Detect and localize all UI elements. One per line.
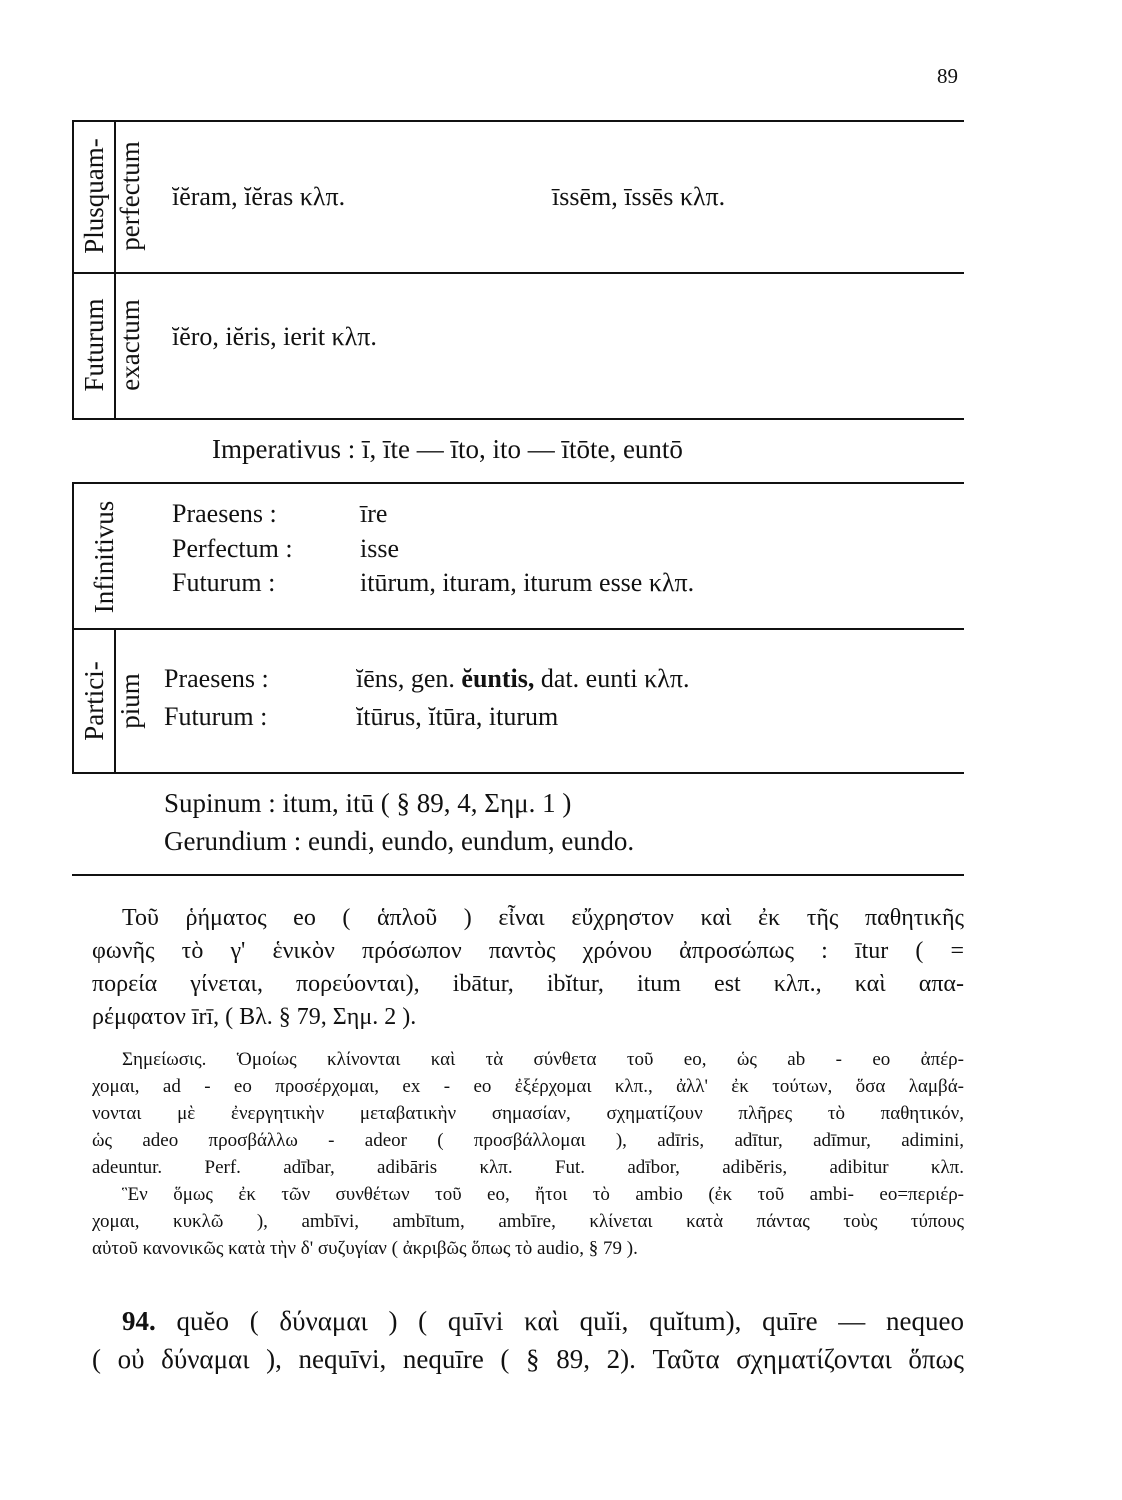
note-line-5: Ἓν ὅμως ἐκ τῶν συνθέτων τοῦ eo, ἤτοι τὸ ambio (ἐκ τοῦ ambi- eo=περιέρ- [122, 1184, 964, 1205]
page-number: 89 [937, 64, 958, 88]
infinitivus-key-2: Futurum : [172, 568, 276, 597]
infinitivus-value-1: isse [360, 534, 399, 563]
note-line-1: χομαι, ad - eo προσέρχομαι, ex - eo ἐξέρχομαι κλπ., ἀλλ' ἐκ τούτων, ὅσα λαμβά- [92, 1076, 964, 1097]
paragraph-line-1: φωνῆς τὸ γ' ἑνικὸν πρόσωπον παντὸς χρόνου ἀπροσώπως : ītur ( = [92, 938, 964, 964]
note-line-4: adeuntur. Perf. adībar, adibāris κλπ. Fut. adībor, adibĕris, adibitur κλπ. [92, 1157, 964, 1178]
note-block [92, 1046, 964, 1262]
plusquam-col1: ĭĕram, ĭĕras κλπ. [172, 182, 346, 211]
note-line-0: Σημείωσις. Ὁμοίως κλίνονται καὶ τὰ σύνθετα τοῦ eo, ὡς ab - eo ἀπέρ- [122, 1049, 964, 1070]
participium-value-0-post: dat. eunti κλπ. [534, 664, 690, 693]
table-rule-4 [72, 628, 964, 630]
participium-value-0-pre: ĭēns, gen. [356, 664, 462, 693]
section-94-number: 94. [122, 1306, 156, 1336]
table-vrule-left-top [72, 120, 74, 418]
table-rule-5 [72, 772, 964, 774]
main-paragraph [92, 902, 964, 1034]
note-line-6: χομαι, κυκλῶ ), ambīvi, ambītum, ambīre, κλίνεται κατὰ πάντας τοὺς τύπους [92, 1211, 964, 1232]
futurum-exactum-label-line1: Futurum [79, 298, 109, 392]
participium-value-0 [356, 664, 689, 694]
table-rule-2 [72, 418, 964, 420]
section-94-line-1 [92, 1302, 964, 1340]
infinitivus-value-0: īre [360, 499, 388, 528]
paragraph-line-0: Τοῦ ῥήματος eo ( ἁπλοῦ ) εἶναι εὔχρηστον καὶ ἐκ τῆς παθητικῆς [122, 905, 964, 931]
infinitivus-key-0: Praesens : [172, 499, 277, 528]
section-94 [92, 1302, 964, 1378]
imperativus-line: Imperativus : ī, īte — īto, ito — ītōte, euntō [212, 434, 683, 464]
table-rule-3 [72, 482, 964, 484]
note-line-3: ὡς adeo προσβάλλω - adeor ( προσβάλλομαι ), adīris, adītur, adīmur, adimini, [92, 1130, 964, 1151]
table-rule-1 [72, 272, 964, 274]
table-vrule-left-bottom [72, 482, 74, 772]
gerundium-line: Gerundium : eundi, eundo, eundum, eundo. [164, 826, 635, 856]
table-rule-top [72, 120, 964, 122]
section-94-line-1-rest: quĕo ( δύναμαι ) ( quīvi καὶ quĭi, quĭtum), quīre — nequeo [155, 1306, 964, 1336]
infinitivus-label: Infinitivus [89, 500, 119, 614]
note-line-2: νονται μὲ ἐνεργητικὴν μεταβατικὴν σημασίαν, σχηματίζουν πλῆρες τὸ παθητικόν, [92, 1103, 964, 1124]
note-line-7: αὐτοῦ κανονικῶς κατὰ τὴν δ' συζυγίαν ( ἀκριβῶς ὅπως τὸ audio, § 79 ). [92, 1238, 638, 1259]
participium-label-line1: Partici- [79, 661, 109, 741]
table-rule-6 [72, 874, 964, 876]
section-94-line-2: ( οὐ δύναμαι ), nequīvi, nequīre ( § 89, 2). Ταῦτα σχηματίζονται ὅπως [92, 1344, 964, 1374]
infinitivus-key-1: Perfectum : [172, 534, 293, 563]
participium-key-1: Futurum : [164, 702, 268, 731]
paragraph-line-2: πορεία γίνεται, πορεύονται), ibātur, ibĭtur, itum est κλπ., καὶ απα- [92, 971, 964, 997]
participium-value-0-bold: ĕuntis, [461, 664, 535, 693]
participium-label-line2: pium [115, 673, 145, 729]
plusquam-label-line1: Plusquam- [79, 138, 109, 254]
plusquam-col2: īssēm, īssēs κλπ. [552, 182, 726, 211]
supinum-line: Supinum : itum, itū ( § 89, 4, Σημ. 1 ) [164, 788, 572, 818]
futurum-exactum-col1: ĭĕro, iĕris, ierit κλπ. [172, 322, 377, 351]
paragraph-line-3: ρέμφατον īrī, ( Βλ. § 79, Σημ. 2 ). [92, 1004, 417, 1030]
participium-key-0: Praesens : [164, 664, 269, 693]
plusquam-label-line2: perfectum [115, 141, 145, 251]
futurum-exactum-label-line2: exactum [115, 299, 145, 391]
participium-value-1: ĭtūrus, ĭtūra, iturum [356, 702, 559, 731]
infinitivus-value-2: itūrum, ituram, iturum esse κλπ. [360, 568, 695, 597]
